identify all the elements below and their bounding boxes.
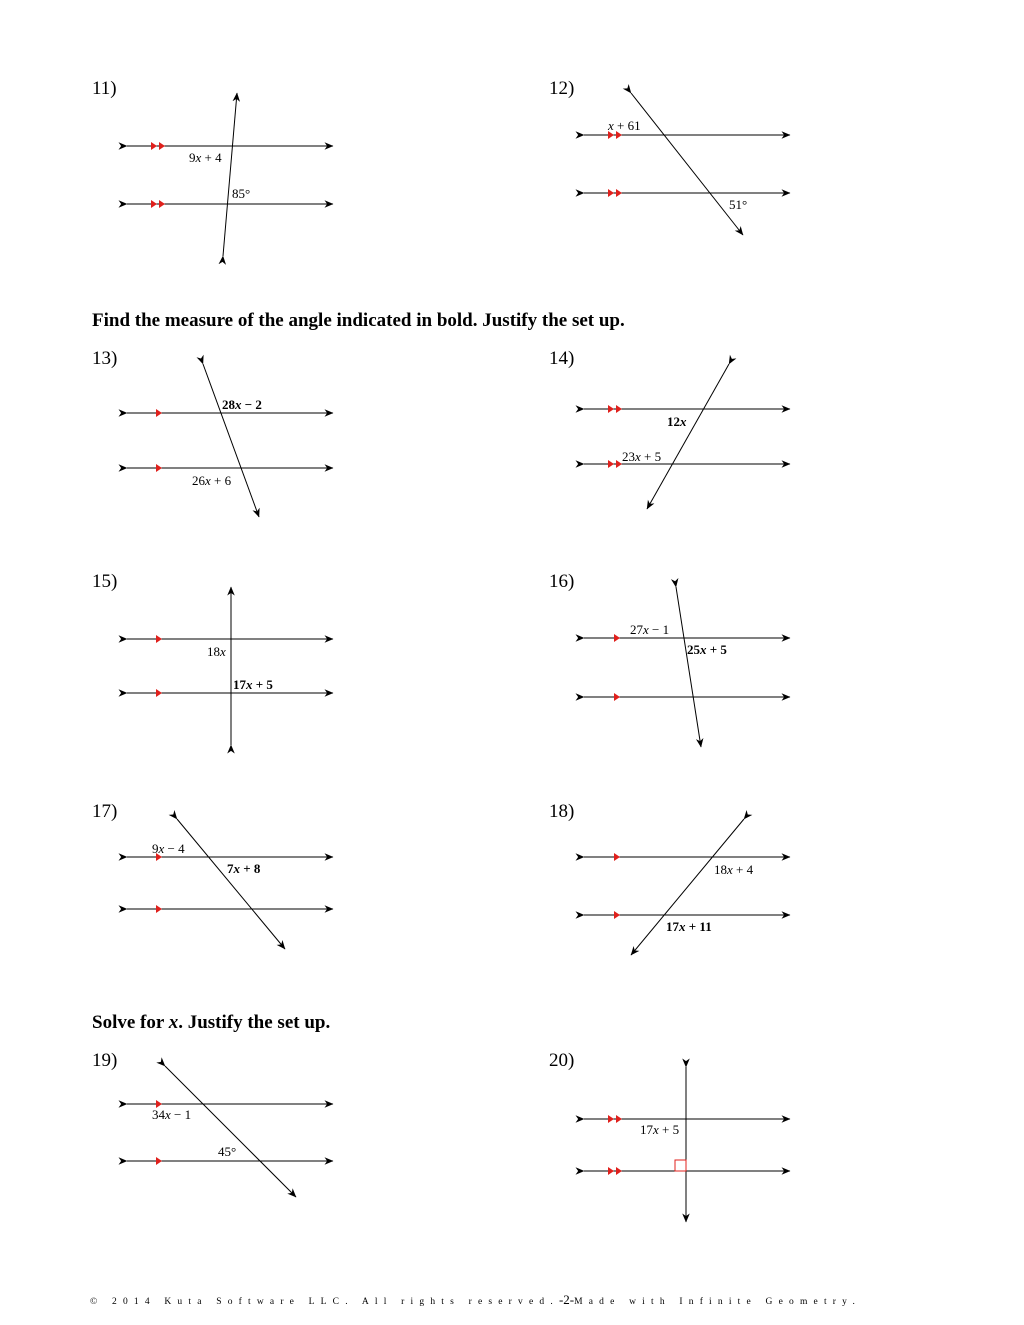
p15-parallel-bottom-tick-marker-1 <box>156 689 162 697</box>
problem-number-14: 14) <box>549 348 575 369</box>
p13-transversal <box>203 364 259 517</box>
angle-label-l15a: 18x <box>207 644 226 659</box>
p14-parallel-top-tick-marker-1 <box>608 405 614 413</box>
p14-parallel-bottom-tick-marker-1 <box>608 460 614 468</box>
p16-parallel-bottom-tick-marker-1 <box>614 693 620 701</box>
p11-parallel-bottom-tick-marker-2 <box>159 200 165 208</box>
right-angle-marker <box>675 1160 686 1171</box>
angle-label-l13a: 28x − 2 <box>222 397 262 412</box>
p11-parallel-bottom-tick-marker-1 <box>151 200 157 208</box>
p12-parallel-bottom-tick-marker-1 <box>608 189 614 197</box>
problem-number-11: 11) <box>92 78 117 99</box>
p20-parallel-bottom-tick-marker-2 <box>616 1167 622 1175</box>
section-heading-measure: Find the measure of the angle indicated in bold. Justify the set up. <box>92 310 625 331</box>
angle-label-l15b: 17x + 5 <box>233 677 273 692</box>
p18-parallel-top-tick-marker-1 <box>614 853 620 861</box>
angle-label-l14a: 12x <box>667 414 687 429</box>
p12-transversal <box>631 93 743 235</box>
p15-parallel-top-tick-marker-1 <box>156 635 162 643</box>
p18-parallel-bottom-tick-marker-1 <box>614 911 620 919</box>
angle-label-l19b: 45° <box>218 1144 237 1159</box>
p11-transversal <box>223 93 237 256</box>
problem-number-16: 16) <box>549 571 575 592</box>
p12-parallel-bottom-tick-marker-2 <box>616 189 622 197</box>
p18-transversal <box>631 819 744 955</box>
p20-parallel-top-tick-marker-1 <box>608 1115 614 1123</box>
angle-label-l16a: 27x − 1 <box>630 622 670 637</box>
footer-credit: Made with Infinite Geometry. <box>574 1297 862 1307</box>
p14-parallel-top-tick-marker-2 <box>616 405 622 413</box>
variable-x: x <box>168 1012 179 1033</box>
problem-number-19: 19) <box>92 1050 118 1071</box>
problem-number-18: 18) <box>549 801 575 822</box>
problem-number-20: 20) <box>549 1050 575 1071</box>
footer <box>90 1292 861 1308</box>
p17-transversal <box>177 819 285 949</box>
angle-label-l18a: 18x + 4 <box>714 862 754 877</box>
angle-label-l14b: 23x + 5 <box>622 449 662 464</box>
p11-parallel-top-tick-marker-2 <box>159 142 165 150</box>
page-number: -2- <box>558 1292 575 1307</box>
angle-label-l12b: 51° <box>729 197 748 212</box>
p13-parallel-bottom-tick-marker-1 <box>156 464 162 472</box>
p13-parallel-top-tick-marker-1 <box>156 409 162 417</box>
angle-label-l19a: 34x − 1 <box>152 1107 192 1122</box>
p20-parallel-top-tick-marker-2 <box>616 1115 622 1123</box>
problem-number-17: 17) <box>92 801 118 822</box>
angle-label-l16b: 25x + 5 <box>687 642 727 657</box>
p16-parallel-top-tick-marker-1 <box>614 634 620 642</box>
problem-number-13: 13) <box>92 348 118 369</box>
p17-parallel-bottom-tick-marker-1 <box>156 905 162 913</box>
angle-label-l18b: 17x + 11 <box>666 919 712 934</box>
angle-label-l17a: 9x − 4 <box>152 841 185 856</box>
problem-number-15: 15) <box>92 571 118 592</box>
p19-transversal <box>165 1066 296 1197</box>
angle-label-l13b: 26x + 6 <box>192 473 232 488</box>
p20-parallel-bottom-tick-marker-1 <box>608 1167 614 1175</box>
section-heading-solve: Solve for x. Justify the set up. <box>92 1012 331 1033</box>
p16-transversal <box>676 587 701 747</box>
angle-label-l12a: x + 61 <box>608 118 641 133</box>
angle-label-l11b: 85° <box>232 186 251 201</box>
problem-number-12: 12) <box>549 78 575 99</box>
p19-parallel-bottom-tick-marker-1 <box>156 1157 162 1165</box>
angle-label-l17b: 7x + 8 <box>227 861 261 876</box>
angle-label-l20a: 17x + 5 <box>640 1122 680 1137</box>
p14-transversal <box>647 364 729 509</box>
footer-copyright: © 2014 Kuta Software LLC. All rights reserved. <box>90 1297 559 1307</box>
p11-parallel-top-tick-marker-1 <box>151 142 157 150</box>
angle-label-l11a: 9x + 4 <box>189 150 222 165</box>
